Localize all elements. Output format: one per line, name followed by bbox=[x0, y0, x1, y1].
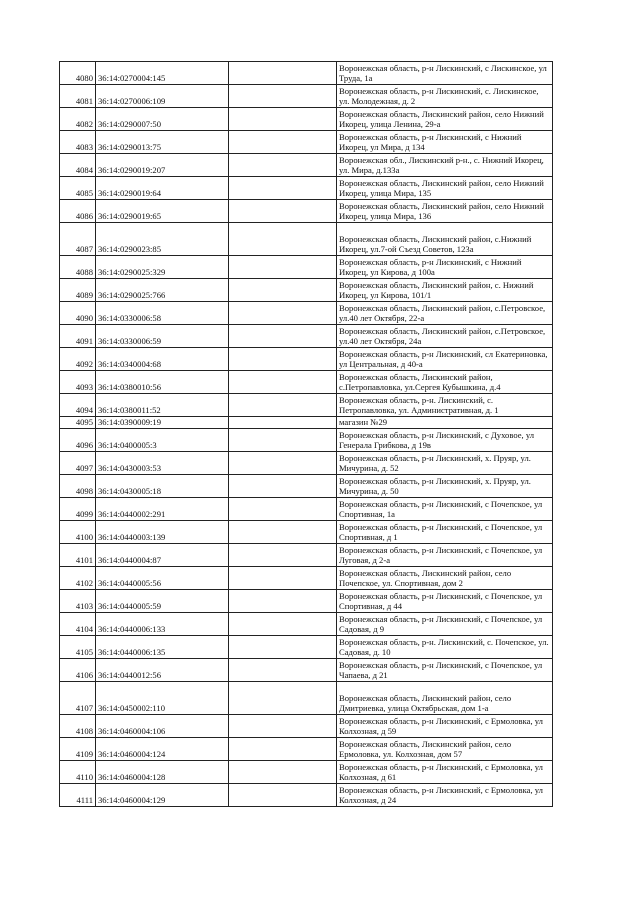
cadastral-number-cell: 36:14:0270006:109 bbox=[96, 85, 229, 108]
address-cell: Воронежская область, р-н Лискинский, с Нижний Икорец, ул Кирова, д 100а bbox=[337, 256, 553, 279]
table-row bbox=[60, 371, 553, 394]
cadastral-number-cell: 36:14:0340004:68 bbox=[96, 348, 229, 371]
empty-cell bbox=[229, 590, 337, 613]
empty-cell bbox=[229, 475, 337, 498]
empty-cell bbox=[229, 200, 337, 223]
table-row bbox=[60, 177, 553, 200]
cadastral-number-cell: 36:14:0440002:291 bbox=[96, 498, 229, 521]
address-cell: Воронежская область, Лискинский район, село Почепское, ул. Спортивная, дом 2 bbox=[337, 567, 553, 590]
cadastral-number-cell: 36:14:0440005:59 bbox=[96, 590, 229, 613]
address-cell: Воронежская область, р-н Лискинский, х. Пруяр, ул. Мичурина, д. 52 bbox=[337, 452, 553, 475]
cadastral-number-cell: 36:14:0290023:85 bbox=[96, 223, 229, 256]
empty-cell bbox=[229, 452, 337, 475]
empty-cell bbox=[229, 738, 337, 761]
table-row bbox=[60, 108, 553, 131]
empty-cell bbox=[229, 154, 337, 177]
cadastral-number-cell: 36:14:0430005:18 bbox=[96, 475, 229, 498]
table-row bbox=[60, 62, 553, 85]
row-number-cell: 4104 bbox=[60, 613, 96, 636]
table-row bbox=[60, 223, 553, 256]
cadastral-number-cell: 36:14:0440006:133 bbox=[96, 613, 229, 636]
row-number-cell: 4108 bbox=[60, 715, 96, 738]
address-cell: Воронежская область, Лискинский район, село Нижний Икорец, улица Ленина, 29-а bbox=[337, 108, 553, 131]
cadastral-number-cell: 36:14:0270004:145 bbox=[96, 62, 229, 85]
row-number-cell: 4107 bbox=[60, 682, 96, 715]
row-number-cell: 4085 bbox=[60, 177, 96, 200]
row-number-cell: 4099 bbox=[60, 498, 96, 521]
table-row bbox=[60, 613, 553, 636]
address-cell: Воронежская область, р-н Лискинский, с Ермоловка, ул Колхозная, д 59 bbox=[337, 715, 553, 738]
cadastral-number-cell: 36:14:0390009:19 bbox=[96, 417, 229, 429]
table-row bbox=[60, 256, 553, 279]
cadastral-number-cell: 36:14:0450002:110 bbox=[96, 682, 229, 715]
address-cell: Воронежская область, р-н. Лискинский, с. Почепское, ул. Садовая, д. 10 bbox=[337, 636, 553, 659]
address-cell: Воронежская область, р-н Лискинский, с Почепское, ул Спортивная, д 44 bbox=[337, 590, 553, 613]
empty-cell bbox=[229, 715, 337, 738]
cadastral-number-cell: 36:14:0460004:128 bbox=[96, 761, 229, 784]
table-row bbox=[60, 590, 553, 613]
address-cell: Воронежская область, р-н Лискинский, с Почепское, ул Луговая, д 2-а bbox=[337, 544, 553, 567]
table-row bbox=[60, 429, 553, 452]
address-cell: Воронежская область, Лискинский район, с.Петровское, ул.40 лет Октября, 22-а bbox=[337, 302, 553, 325]
row-number-cell: 4089 bbox=[60, 279, 96, 302]
cadastral-number-cell: 36:14:0460004:124 bbox=[96, 738, 229, 761]
address-cell: Воронежская область, Лискинский район, с.Петровское, ул.40 лет Октября, 24а bbox=[337, 325, 553, 348]
table-row bbox=[60, 738, 553, 761]
empty-cell bbox=[229, 567, 337, 590]
cadastral-number-cell: 36:14:0440005:56 bbox=[96, 567, 229, 590]
cadastral-number-cell: 36:14:0440004:87 bbox=[96, 544, 229, 567]
row-number-cell: 4082 bbox=[60, 108, 96, 131]
empty-cell bbox=[229, 784, 337, 807]
row-number-cell: 4097 bbox=[60, 452, 96, 475]
address-cell: Воронежская область, Лискинский район, село Ермоловка, ул. Колхозная, дом 57 bbox=[337, 738, 553, 761]
row-number-cell: 4103 bbox=[60, 590, 96, 613]
cadastral-number-cell: 36:14:0460004:129 bbox=[96, 784, 229, 807]
address-cell: Воронежская область, р-н Лискинский, с Почепское, ул Спортивная, 1а bbox=[337, 498, 553, 521]
cadastral-number-cell: 36:14:0290007:50 bbox=[96, 108, 229, 131]
address-cell: Воронежская область, р-н Лискинский, с Почепское, ул Садовая, д 9 bbox=[337, 613, 553, 636]
address-cell: Воронежская обл., Лискинский р-н., с. Нижний Икорец, ул. Мира, д.133а bbox=[337, 154, 553, 177]
table-row bbox=[60, 325, 553, 348]
cadastral-number-cell: 36:14:0290019:207 bbox=[96, 154, 229, 177]
cadastral-number-cell: 36:14:0290025:766 bbox=[96, 279, 229, 302]
table-row bbox=[60, 784, 553, 807]
empty-cell bbox=[229, 544, 337, 567]
table-row bbox=[60, 131, 553, 154]
table-row bbox=[60, 761, 553, 784]
empty-cell bbox=[229, 371, 337, 394]
row-number-cell: 4110 bbox=[60, 761, 96, 784]
row-number-cell: 4095 bbox=[60, 417, 96, 429]
row-number-cell: 4086 bbox=[60, 200, 96, 223]
row-number-cell: 4100 bbox=[60, 521, 96, 544]
empty-cell bbox=[229, 62, 337, 85]
empty-cell bbox=[229, 761, 337, 784]
cadastral-number-cell: 36:14:0330006:59 bbox=[96, 325, 229, 348]
row-number-cell: 4109 bbox=[60, 738, 96, 761]
row-number-cell: 4096 bbox=[60, 429, 96, 452]
table-row bbox=[60, 659, 553, 682]
cadastral-number-cell: 36:14:0290025:329 bbox=[96, 256, 229, 279]
cadastral-number-cell: 36:14:0330006:58 bbox=[96, 302, 229, 325]
empty-cell bbox=[229, 325, 337, 348]
address-cell: Воронежская область, р-н Лискинский, с Ермоловка, ул Колхозная, д 61 bbox=[337, 761, 553, 784]
table-body bbox=[60, 62, 553, 807]
empty-cell bbox=[229, 302, 337, 325]
empty-cell bbox=[229, 348, 337, 371]
table-row bbox=[60, 636, 553, 659]
address-cell: Воронежская область, Лискинский район, село Нижний Икорец, улица Мира, 136 bbox=[337, 200, 553, 223]
address-cell: Воронежская область, р-н Лискинский, х. Пруяр, ул. Мичурина, д. 50 bbox=[337, 475, 553, 498]
empty-cell bbox=[229, 85, 337, 108]
table-row bbox=[60, 521, 553, 544]
row-number-cell: 4083 bbox=[60, 131, 96, 154]
property-register-table bbox=[59, 61, 553, 807]
row-number-cell: 4087 bbox=[60, 223, 96, 256]
address-cell: Воронежская область, р-н Лискинский, с Духовое, ул Генерала Грибкова, д 19в bbox=[337, 429, 553, 452]
cadastral-number-cell: 36:14:0440012:56 bbox=[96, 659, 229, 682]
address-cell: Воронежская область, р-н Лискинский, с Нижний Икорец, ул Мира, д 134 bbox=[337, 131, 553, 154]
row-number-cell: 4093 bbox=[60, 371, 96, 394]
cadastral-number-cell: 36:14:0440003:139 bbox=[96, 521, 229, 544]
empty-cell bbox=[229, 682, 337, 715]
table-row bbox=[60, 567, 553, 590]
cadastral-number-cell: 36:14:0380010:56 bbox=[96, 371, 229, 394]
address-cell: Воронежская область, р-н Лискинский, с Лискинское, ул Труда, 1а bbox=[337, 62, 553, 85]
cadastral-number-cell: 36:14:0400005:3 bbox=[96, 429, 229, 452]
address-cell: Воронежская область, р-н Лискинский, сл Екатериновка, ул Центральная, д 40-а bbox=[337, 348, 553, 371]
table-row bbox=[60, 348, 553, 371]
empty-cell bbox=[229, 636, 337, 659]
cadastral-number-cell: 36:14:0290013:75 bbox=[96, 131, 229, 154]
empty-cell bbox=[229, 131, 337, 154]
empty-cell bbox=[229, 417, 337, 429]
address-cell: Воронежская область, р-н Лискинский, с Почепское, ул Спортивная, д 1 bbox=[337, 521, 553, 544]
row-number-cell: 4098 bbox=[60, 475, 96, 498]
cadastral-number-cell: 36:14:0290019:64 bbox=[96, 177, 229, 200]
table-row bbox=[60, 475, 553, 498]
row-number-cell: 4105 bbox=[60, 636, 96, 659]
row-number-cell: 4088 bbox=[60, 256, 96, 279]
cadastral-number-cell: 36:14:0460004:106 bbox=[96, 715, 229, 738]
empty-cell bbox=[229, 223, 337, 256]
table-row bbox=[60, 498, 553, 521]
address-cell: Воронежская область, Лискинский район, с. Нижний Икорец, ул Кирова, 101/1 bbox=[337, 279, 553, 302]
row-number-cell: 4080 bbox=[60, 62, 96, 85]
row-number-cell: 4091 bbox=[60, 325, 96, 348]
empty-cell bbox=[229, 521, 337, 544]
empty-cell bbox=[229, 498, 337, 521]
row-number-cell: 4102 bbox=[60, 567, 96, 590]
table-row bbox=[60, 279, 553, 302]
row-number-cell: 4101 bbox=[60, 544, 96, 567]
row-number-cell: 4081 bbox=[60, 85, 96, 108]
table-row bbox=[60, 682, 553, 715]
empty-cell bbox=[229, 613, 337, 636]
address-cell: Воронежская область, Лискинский район, с.Нижний Икорец, ул.7-ой Съезд Советов, 123а bbox=[337, 223, 553, 256]
table-row bbox=[60, 452, 553, 475]
cadastral-number-cell: 36:14:0380011:52 bbox=[96, 394, 229, 417]
table-row bbox=[60, 302, 553, 325]
empty-cell bbox=[229, 659, 337, 682]
address-cell: Воронежская область, р-н Лискинский, с Ермоловка, ул Колхозная, д 24 bbox=[337, 784, 553, 807]
address-cell: Воронежская область, р-н. Лискинский, с. Петропавловка, ул. Административная, д. 1 bbox=[337, 394, 553, 417]
address-cell: Воронежская область, Лискинский район, с.Петропавловка, ул.Сергея Кубышкина, д.4 bbox=[337, 371, 553, 394]
table-row bbox=[60, 417, 553, 429]
empty-cell bbox=[229, 256, 337, 279]
empty-cell bbox=[229, 429, 337, 452]
table-row bbox=[60, 715, 553, 738]
address-cell: магазин №29 bbox=[337, 417, 553, 429]
row-number-cell: 4094 bbox=[60, 394, 96, 417]
cadastral-number-cell: 36:14:0430003:53 bbox=[96, 452, 229, 475]
empty-cell bbox=[229, 394, 337, 417]
address-cell: Воронежская область, Лискинский район, село Дмитриевка, улица Октябрьская, дом 1-а bbox=[337, 682, 553, 715]
row-number-cell: 4106 bbox=[60, 659, 96, 682]
cadastral-number-cell: 36:14:0290019:65 bbox=[96, 200, 229, 223]
table-row bbox=[60, 544, 553, 567]
address-cell: Воронежская область, р-н Лискинский, с. Лискинское, ул. Молодежная, д. 2 bbox=[337, 85, 553, 108]
table-row bbox=[60, 154, 553, 177]
row-number-cell: 4090 bbox=[60, 302, 96, 325]
empty-cell bbox=[229, 279, 337, 302]
row-number-cell: 4111 bbox=[60, 784, 96, 807]
address-cell: Воронежская область, р-н Лискинский, с Почепское, ул Чапаева, д 21 bbox=[337, 659, 553, 682]
empty-cell bbox=[229, 177, 337, 200]
table-row bbox=[60, 85, 553, 108]
cadastral-number-cell: 36:14:0440006:135 bbox=[96, 636, 229, 659]
table-row bbox=[60, 200, 553, 223]
table-row bbox=[60, 394, 553, 417]
row-number-cell: 4084 bbox=[60, 154, 96, 177]
row-number-cell: 4092 bbox=[60, 348, 96, 371]
empty-cell bbox=[229, 108, 337, 131]
address-cell: Воронежская область, Лискинский район, село Нижний Икорец, улица Мира, 135 bbox=[337, 177, 553, 200]
